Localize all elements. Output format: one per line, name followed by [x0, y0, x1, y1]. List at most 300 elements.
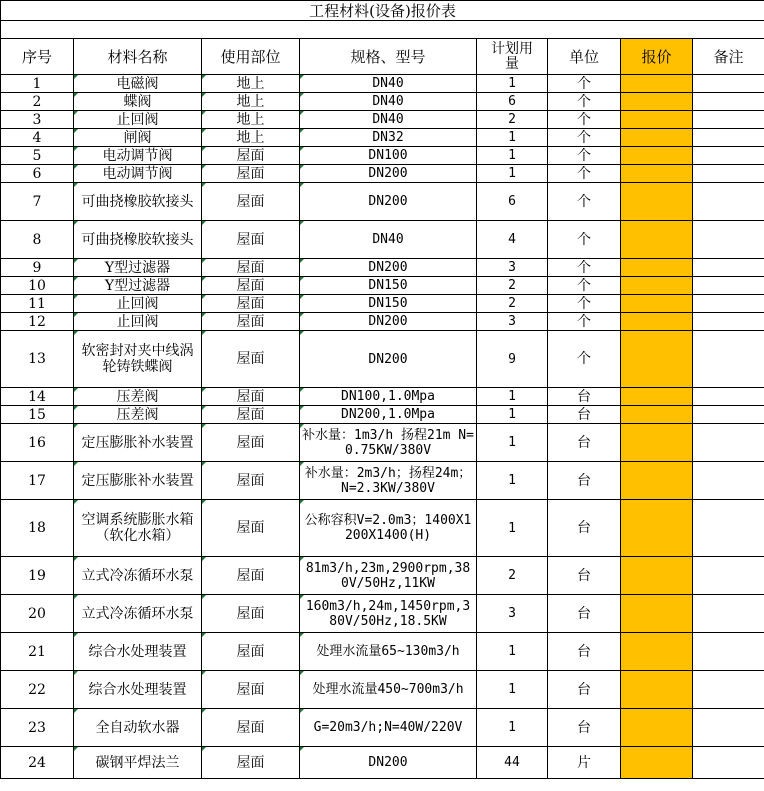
cell-seq-text: 12 — [28, 313, 46, 330]
cell-seq-text: 1 — [32, 75, 42, 92]
cell-location-text: 屋面 — [236, 434, 265, 451]
cell-location — [202, 462, 300, 500]
cell-qty-text: 1 — [508, 682, 516, 697]
cell-qty-text: 1 — [508, 473, 516, 488]
cell-unit-text: 台 — [577, 406, 591, 423]
cell-spec-text: DN40 — [372, 94, 404, 109]
table-row — [1, 671, 764, 709]
cell-spec-text: DN40 — [372, 232, 404, 247]
cell-name — [74, 424, 202, 462]
cell-location-text: 屋面 — [236, 388, 265, 405]
cell-name-text: 综合水处理装置 — [88, 643, 187, 660]
cell-name — [74, 462, 202, 500]
cell-remark — [693, 406, 764, 424]
cell-name — [74, 221, 202, 259]
cell-unit-text: 个 — [577, 295, 591, 312]
cell-qty-text: 9 — [508, 351, 516, 367]
quote-table — [0, 38, 764, 779]
cell-location-text: 屋面 — [236, 406, 265, 423]
cell-spec — [300, 424, 477, 462]
cell-price — [621, 259, 693, 277]
cell-seq-text: 23 — [28, 719, 46, 736]
cell-location-text: 屋面 — [236, 313, 265, 330]
cell-unit-text: 个 — [577, 277, 591, 294]
cell-spec — [300, 633, 477, 671]
cell-price — [621, 277, 693, 295]
cell-seq — [1, 147, 74, 165]
table-row — [1, 500, 764, 557]
cell-seq — [1, 462, 74, 500]
cell-seq — [1, 183, 74, 221]
cell-name — [74, 75, 202, 93]
cell-unit — [548, 313, 621, 331]
cell-name — [74, 500, 202, 557]
cell-remark — [693, 747, 764, 779]
cell-qty-text: 1 — [508, 76, 516, 91]
cell-unit-text: 个 — [577, 147, 591, 164]
cell-qty — [477, 671, 548, 709]
cell-spec-text: 处理水流量65~130m3/h — [316, 644, 460, 659]
cell-price — [621, 129, 693, 147]
cell-unit — [548, 259, 621, 277]
cell-qty — [477, 709, 548, 747]
cell-seq — [1, 747, 74, 779]
cell-location-text: 屋面 — [236, 754, 265, 771]
cell-seq-text: 16 — [28, 434, 46, 451]
header-remark: 备注 — [693, 39, 764, 75]
cell-price — [621, 747, 693, 779]
cell-qty — [477, 747, 548, 779]
header-spec: 规格、型号 — [300, 39, 477, 75]
cell-seq-text: 20 — [28, 605, 46, 622]
table-row — [1, 388, 764, 406]
cell-spec-text: 补水量：2m3/h；扬程24m；N=2.3KW/380V — [304, 465, 472, 496]
cell-unit — [548, 747, 621, 779]
cell-name-text: 蝶阀 — [123, 93, 152, 110]
cell-location — [202, 424, 300, 462]
cell-location-text: 屋面 — [236, 231, 265, 248]
cell-remark — [693, 165, 764, 183]
cell-unit-text: 台 — [577, 388, 591, 405]
table-row — [1, 424, 764, 462]
cell-qty-text: 6 — [508, 194, 516, 209]
cell-qty — [477, 93, 548, 111]
cell-seq-text: 13 — [28, 351, 46, 367]
cell-seq — [1, 165, 74, 183]
cell-qty-text: 2 — [508, 112, 516, 127]
cell-qty-text: 1 — [508, 130, 516, 145]
cell-remark — [693, 424, 764, 462]
cell-spec — [300, 557, 477, 595]
cell-name — [74, 595, 202, 633]
cell-seq — [1, 331, 74, 388]
cell-spec — [300, 595, 477, 633]
cell-remark — [693, 557, 764, 595]
cell-location — [202, 709, 300, 747]
cell-seq-text: 18 — [28, 520, 46, 536]
cell-seq-text: 14 — [28, 388, 46, 405]
table-row — [1, 747, 764, 779]
table-row — [1, 221, 764, 259]
cell-name — [74, 183, 202, 221]
cell-name-text: 电动调节阀 — [102, 147, 173, 164]
cell-spec — [300, 111, 477, 129]
cell-seq — [1, 221, 74, 259]
cell-spec-text: 160m3/h,24m,1450rpm,380V/50Hz,18.5KW — [305, 598, 471, 629]
cell-unit — [548, 671, 621, 709]
cell-qty — [477, 313, 548, 331]
header-name: 材料名称 — [74, 39, 202, 75]
cell-qty-text: 3 — [508, 314, 516, 329]
cell-remark — [693, 633, 764, 671]
cell-qty-text: 2 — [508, 568, 516, 583]
cell-unit — [548, 406, 621, 424]
cell-name-text: 立式冷冻循环水泵 — [81, 567, 194, 584]
cell-unit — [548, 221, 621, 259]
cell-qty-text: 44 — [504, 755, 520, 770]
table-row — [1, 633, 764, 671]
cell-remark — [693, 388, 764, 406]
cell-remark — [693, 111, 764, 129]
cell-spec — [300, 406, 477, 424]
cell-spec — [300, 147, 477, 165]
cell-qty-text: 2 — [508, 278, 516, 293]
cell-location — [202, 221, 300, 259]
cell-location-text: 屋面 — [236, 520, 265, 536]
table-row — [1, 462, 764, 500]
cell-spec-text: 处理水流量450~700m3/h — [312, 682, 464, 697]
cell-spec — [300, 500, 477, 557]
cell-seq — [1, 277, 74, 295]
cell-spec — [300, 129, 477, 147]
table-row — [1, 709, 764, 747]
cell-location-text: 屋面 — [236, 147, 265, 164]
cell-qty-text: 1 — [508, 435, 516, 450]
cell-seq-text: 8 — [32, 231, 42, 248]
cell-location — [202, 147, 300, 165]
cell-unit-text: 台 — [577, 434, 591, 451]
cell-unit-text: 片 — [577, 754, 591, 771]
cell-location — [202, 633, 300, 671]
table-row — [1, 129, 764, 147]
cell-remark — [693, 93, 764, 111]
cell-remark — [693, 462, 764, 500]
cell-qty-text: 1 — [508, 520, 516, 536]
table-row — [1, 295, 764, 313]
cell-spec — [300, 75, 477, 93]
cell-unit — [548, 500, 621, 557]
cell-qty — [477, 183, 548, 221]
cell-spec — [300, 388, 477, 406]
cell-location-text: 屋面 — [236, 351, 265, 367]
cell-location — [202, 406, 300, 424]
cell-name — [74, 93, 202, 111]
cell-seq — [1, 111, 74, 129]
cell-remark — [693, 75, 764, 93]
cell-spec-text: DN200 — [368, 755, 408, 770]
cell-spec-text: DN200 — [368, 351, 408, 367]
cell-price — [621, 500, 693, 557]
cell-unit-text: 个 — [577, 231, 591, 248]
cell-spec-text: G=20m3/h;N=40W/220V — [313, 720, 463, 735]
table-row — [1, 75, 764, 93]
cell-name — [74, 295, 202, 313]
cell-remark — [693, 259, 764, 277]
cell-unit-text: 个 — [577, 93, 591, 110]
cell-unit — [548, 111, 621, 129]
cell-price — [621, 221, 693, 259]
cell-location-text: 屋面 — [236, 605, 265, 622]
cell-unit — [548, 75, 621, 93]
cell-name-text: 定压膨胀补水装置 — [81, 434, 194, 451]
table-row — [1, 331, 764, 388]
cell-seq-text: 19 — [28, 567, 46, 584]
cell-qty — [477, 129, 548, 147]
cell-name-text: 止回阀 — [116, 111, 159, 128]
cell-unit — [548, 462, 621, 500]
cell-spec-text: DN200,1.0Mpa — [341, 407, 435, 422]
cell-remark — [693, 295, 764, 313]
cell-spec-text: DN100 — [368, 148, 408, 163]
cell-spec — [300, 747, 477, 779]
cell-price — [621, 183, 693, 221]
header-qty: 计划用量 — [477, 39, 548, 75]
cell-spec — [300, 295, 477, 313]
cell-unit-text: 个 — [577, 129, 591, 146]
cell-unit — [548, 183, 621, 221]
cell-location-text: 屋面 — [236, 165, 265, 182]
table-row — [1, 259, 764, 277]
cell-unit-text: 个 — [577, 111, 591, 128]
blank-row — [0, 20, 764, 38]
cell-name-text: 全自动软水器 — [95, 719, 180, 736]
cell-seq — [1, 313, 74, 331]
cell-name-text: 止回阀 — [116, 295, 159, 312]
cell-spec — [300, 93, 477, 111]
cell-seq-text: 3 — [32, 111, 42, 128]
cell-price — [621, 709, 693, 747]
cell-location-text: 屋面 — [236, 719, 265, 736]
cell-name — [74, 111, 202, 129]
header-unit: 单位 — [548, 39, 621, 75]
cell-location — [202, 500, 300, 557]
cell-qty-text: 4 — [508, 232, 516, 247]
cell-spec-text: DN200 — [368, 260, 408, 275]
cell-qty — [477, 633, 548, 671]
cell-seq-text: 10 — [28, 277, 46, 294]
cell-qty — [477, 111, 548, 129]
cell-unit-text: 台 — [577, 520, 591, 536]
cell-seq — [1, 295, 74, 313]
cell-location — [202, 747, 300, 779]
cell-price — [621, 388, 693, 406]
cell-name — [74, 406, 202, 424]
cell-name-text: 电磁阀 — [116, 75, 159, 92]
cell-remark — [693, 129, 764, 147]
cell-seq-text: 21 — [28, 643, 46, 660]
cell-price — [621, 93, 693, 111]
cell-spec — [300, 277, 477, 295]
cell-spec-text: 补水量：1m3/h 扬程21m N=0.75KW/380V — [302, 427, 474, 458]
cell-spec-text: 81m3/h,23m,2900rpm,380V/50Hz,11KW — [305, 560, 471, 591]
table-row — [1, 147, 764, 165]
cell-unit — [548, 129, 621, 147]
cell-seq-text: 24 — [28, 754, 46, 771]
cell-qty — [477, 147, 548, 165]
cell-name-text: 综合水处理装置 — [88, 681, 187, 698]
cell-spec-text: 公称容积V=2.0m3；1400X1200X1400(H) — [304, 513, 472, 543]
cell-unit-text: 台 — [577, 719, 591, 736]
sheet-title: 工程材料(设备)报价表 — [0, 0, 764, 21]
cell-spec-text: DN40 — [372, 76, 404, 91]
cell-seq-text: 2 — [32, 93, 42, 110]
cell-qty — [477, 165, 548, 183]
cell-unit-text: 个 — [577, 75, 591, 92]
table-row — [1, 595, 764, 633]
cell-price — [621, 633, 693, 671]
cell-qty — [477, 221, 548, 259]
cell-qty — [477, 424, 548, 462]
cell-qty — [477, 557, 548, 595]
table-row — [1, 93, 764, 111]
cell-seq-text: 7 — [32, 193, 42, 210]
cell-seq — [1, 633, 74, 671]
header-price: 报价 — [621, 39, 693, 75]
cell-spec-text: DN150 — [368, 278, 408, 293]
header-location: 使用部位 — [202, 39, 300, 75]
header-row — [1, 39, 764, 75]
cell-qty-text: 1 — [508, 389, 516, 404]
cell-seq — [1, 75, 74, 93]
cell-price — [621, 295, 693, 313]
cell-spec — [300, 709, 477, 747]
cell-unit-text: 个 — [577, 313, 591, 330]
cell-price — [621, 406, 693, 424]
cell-price — [621, 313, 693, 331]
cell-seq — [1, 595, 74, 633]
cell-unit — [548, 709, 621, 747]
cell-location — [202, 129, 300, 147]
table-row — [1, 111, 764, 129]
cell-seq-text: 4 — [32, 129, 42, 146]
cell-unit-text: 台 — [577, 472, 591, 489]
cell-unit — [548, 633, 621, 671]
cell-location — [202, 93, 300, 111]
cell-location — [202, 671, 300, 709]
cell-location-text: 屋面 — [236, 643, 265, 660]
cell-location — [202, 388, 300, 406]
cell-price — [621, 165, 693, 183]
cell-unit — [548, 557, 621, 595]
cell-qty — [477, 462, 548, 500]
cell-location — [202, 295, 300, 313]
cell-name — [74, 165, 202, 183]
cell-spec — [300, 313, 477, 331]
cell-qty — [477, 277, 548, 295]
cell-spec-text: DN200 — [368, 314, 408, 329]
cell-qty-text: 1 — [508, 166, 516, 181]
cell-location-text: 地上 — [236, 111, 265, 128]
cell-name — [74, 259, 202, 277]
cell-unit-text: 台 — [577, 605, 591, 622]
cell-spec — [300, 259, 477, 277]
cell-location — [202, 331, 300, 388]
cell-price — [621, 462, 693, 500]
cell-seq — [1, 93, 74, 111]
cell-location-text: 地上 — [236, 129, 265, 146]
cell-remark — [693, 709, 764, 747]
cell-name-text: 定压膨胀补水装置 — [81, 472, 194, 489]
cell-name-text: 电动调节阀 — [102, 165, 173, 182]
cell-seq — [1, 557, 74, 595]
cell-price — [621, 111, 693, 129]
cell-qty-text: 1 — [508, 720, 516, 735]
cell-price — [621, 147, 693, 165]
cell-location — [202, 183, 300, 221]
cell-remark — [693, 313, 764, 331]
cell-location — [202, 75, 300, 93]
cell-name — [74, 671, 202, 709]
cell-qty-text: 1 — [508, 644, 516, 659]
cell-name — [74, 557, 202, 595]
cell-spec-text: DN200 — [368, 194, 408, 209]
cell-spec — [300, 671, 477, 709]
cell-spec — [300, 462, 477, 500]
cell-unit — [548, 595, 621, 633]
cell-unit-text: 台 — [577, 681, 591, 698]
cell-unit-text: 个 — [577, 193, 591, 210]
cell-price — [621, 595, 693, 633]
cell-spec — [300, 221, 477, 259]
cell-unit — [548, 277, 621, 295]
cell-seq-text: 22 — [28, 681, 46, 698]
cell-remark — [693, 147, 764, 165]
cell-qty — [477, 500, 548, 557]
cell-qty-text: 6 — [508, 94, 516, 109]
cell-qty — [477, 595, 548, 633]
cell-name-text: 可曲挠橡胶软接头 — [81, 193, 194, 210]
table-row — [1, 277, 764, 295]
cell-spec — [300, 165, 477, 183]
cell-qty — [477, 259, 548, 277]
cell-name — [74, 633, 202, 671]
cell-name — [74, 147, 202, 165]
cell-qty-text: 1 — [508, 148, 516, 163]
cell-unit-text: 个 — [577, 165, 591, 182]
cell-qty — [477, 331, 548, 388]
cell-unit — [548, 93, 621, 111]
cell-unit-text: 个 — [577, 259, 591, 276]
cell-unit-text: 个 — [577, 351, 591, 367]
cell-seq-text: 9 — [32, 259, 42, 276]
cell-location-text: 屋面 — [236, 681, 265, 698]
cell-unit — [548, 424, 621, 462]
cell-seq — [1, 500, 74, 557]
cell-qty — [477, 295, 548, 313]
cell-seq-text: 15 — [28, 406, 46, 423]
cell-price — [621, 75, 693, 93]
cell-name-text: 碳钢平焊法兰 — [95, 754, 180, 771]
cell-location-text: 地上 — [236, 75, 265, 92]
cell-seq — [1, 129, 74, 147]
cell-unit — [548, 331, 621, 388]
cell-qty-text: 3 — [508, 606, 516, 621]
cell-location-text: 屋面 — [236, 193, 265, 210]
cell-location — [202, 313, 300, 331]
cell-seq — [1, 388, 74, 406]
cell-price — [621, 671, 693, 709]
cell-qty-text: 2 — [508, 296, 516, 311]
